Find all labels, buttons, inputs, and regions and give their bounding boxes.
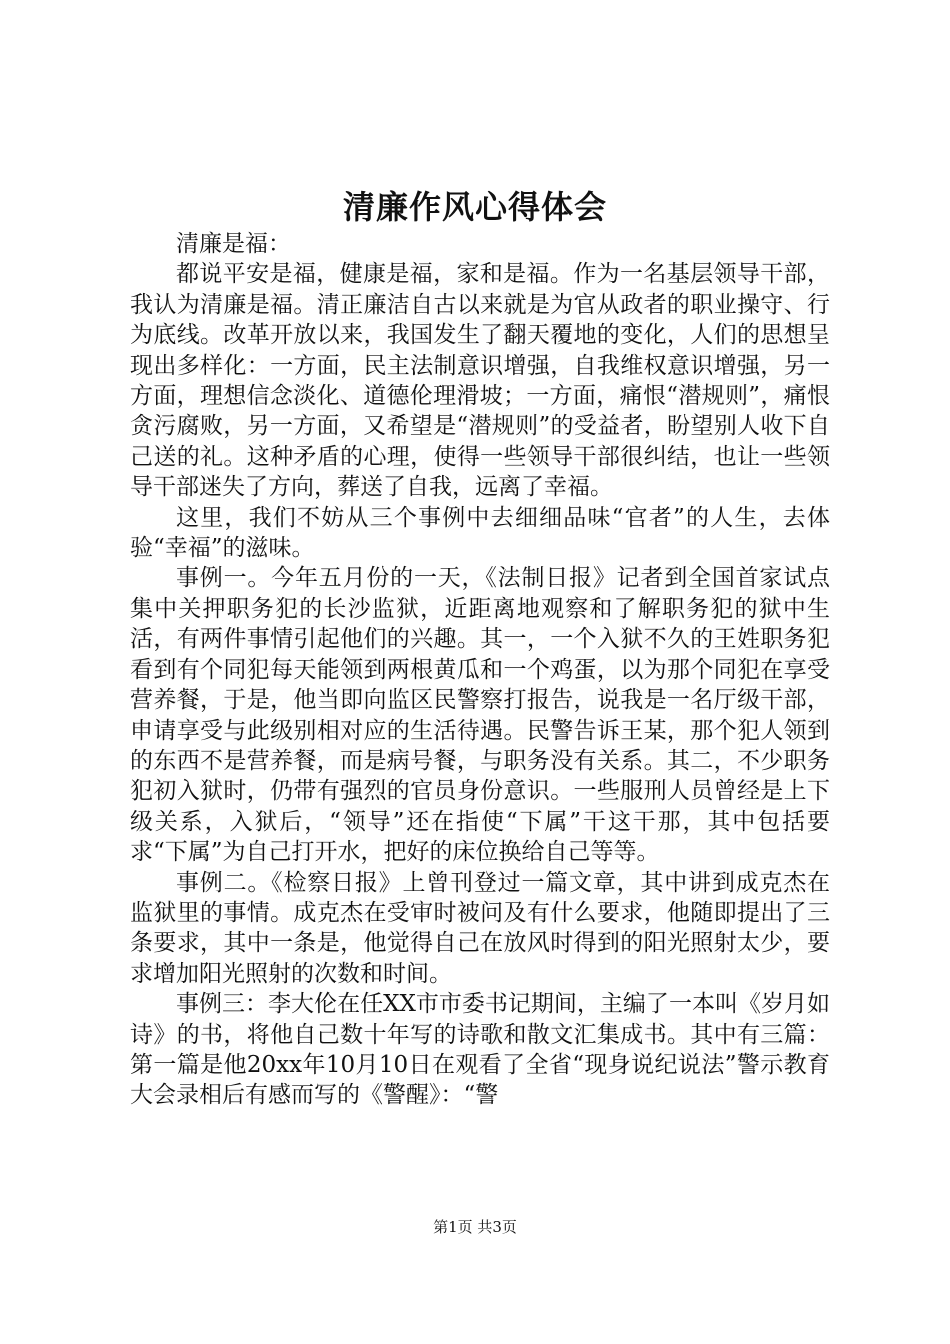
paragraph-example-three: 事例三：李大伦在任XX市市委书记期间，主编了一本叫《岁月如诗》的书，将他自己数十年写的诗歌和散文汇集成书。其中有三篇：第一篇是他20xx年10月10日在观看了全省“现身说纪说法”警示教育大会录相后有感而写的《警醒》：“警 bbox=[130, 991, 830, 1109]
paragraph-intro: 都说平安是福，健康是福，家和是福。作为一名基层领导干部，我认为清廉是福。清正廉洁自古以来就是为官从政者的职业操守、行为底线。改革开放以来，我国发生了翻天覆地的变化，人们的思想呈现出多样化：一方面，民主法制意识增强，自我维权意识增强，另一方面，理想信念淡化、道德伦理滑坡；一方面，痛恨“潜规则”，痛恨贪污腐败，另一方面，又希望是“潜规则”的受益者，盼望别人收下自己送的礼。这种矛盾的心理，使得一些领导干部很纠结，也让一些领导干部迷失了方向，葬送了自我，远离了幸福。 bbox=[130, 261, 830, 501]
paragraph-example-two: 事例二。《检察日报》上曾刊登过一篇文章，其中讲到成克杰在监狱里的事情。成克杰在受审时被问及有什么要求，他随即提出了三条要求，其中一条是，他觉得自己在放风时得到的阳光照射太少，要求增加阳光照射的次数和时间。 bbox=[130, 869, 830, 987]
paragraph-transition: 这里，我们不妨从三个事例中去细细品味“官者”的人生，去体验“幸福”的滋味。 bbox=[130, 504, 830, 562]
document-title: 清廉作风心得体会 bbox=[342, 188, 607, 226]
paragraph-example-one: 事例一。今年五月份的一天，《法制日报》记者到全国首家试点集中关押职务犯的长沙监狱，近距离地观察和了解职务犯的狱中生活，有两件事情引起他们的兴趣。其一，一个入狱不久的王姓职务犯看到有个同犯每天能领到两根黄瓜和一个鸡蛋，以为那个同犯在享受营养餐，于是，他当即向监区民警察打报告，说我是一名厅级干部，申请享受与此级别相对应的生活待遇。民警告诉王某，那个犯人领到的东西不是营养餐，而是病号餐，与职务没有关系。其二，不少职务犯初入狱时，仍带有强烈的官员身份意识。一些服刑人员曾经是上下级关系，入狱后，“领导”还在指使“下属”干这干那，其中包括要求“下属”为自己打开水，把好的床位换给自己等等。 bbox=[130, 565, 830, 866]
document-body bbox=[130, 229, 830, 1111]
page-number-footer: 第1页 共3页 bbox=[433, 1218, 517, 1236]
paragraph-salutation: 清廉是福： bbox=[176, 231, 291, 257]
